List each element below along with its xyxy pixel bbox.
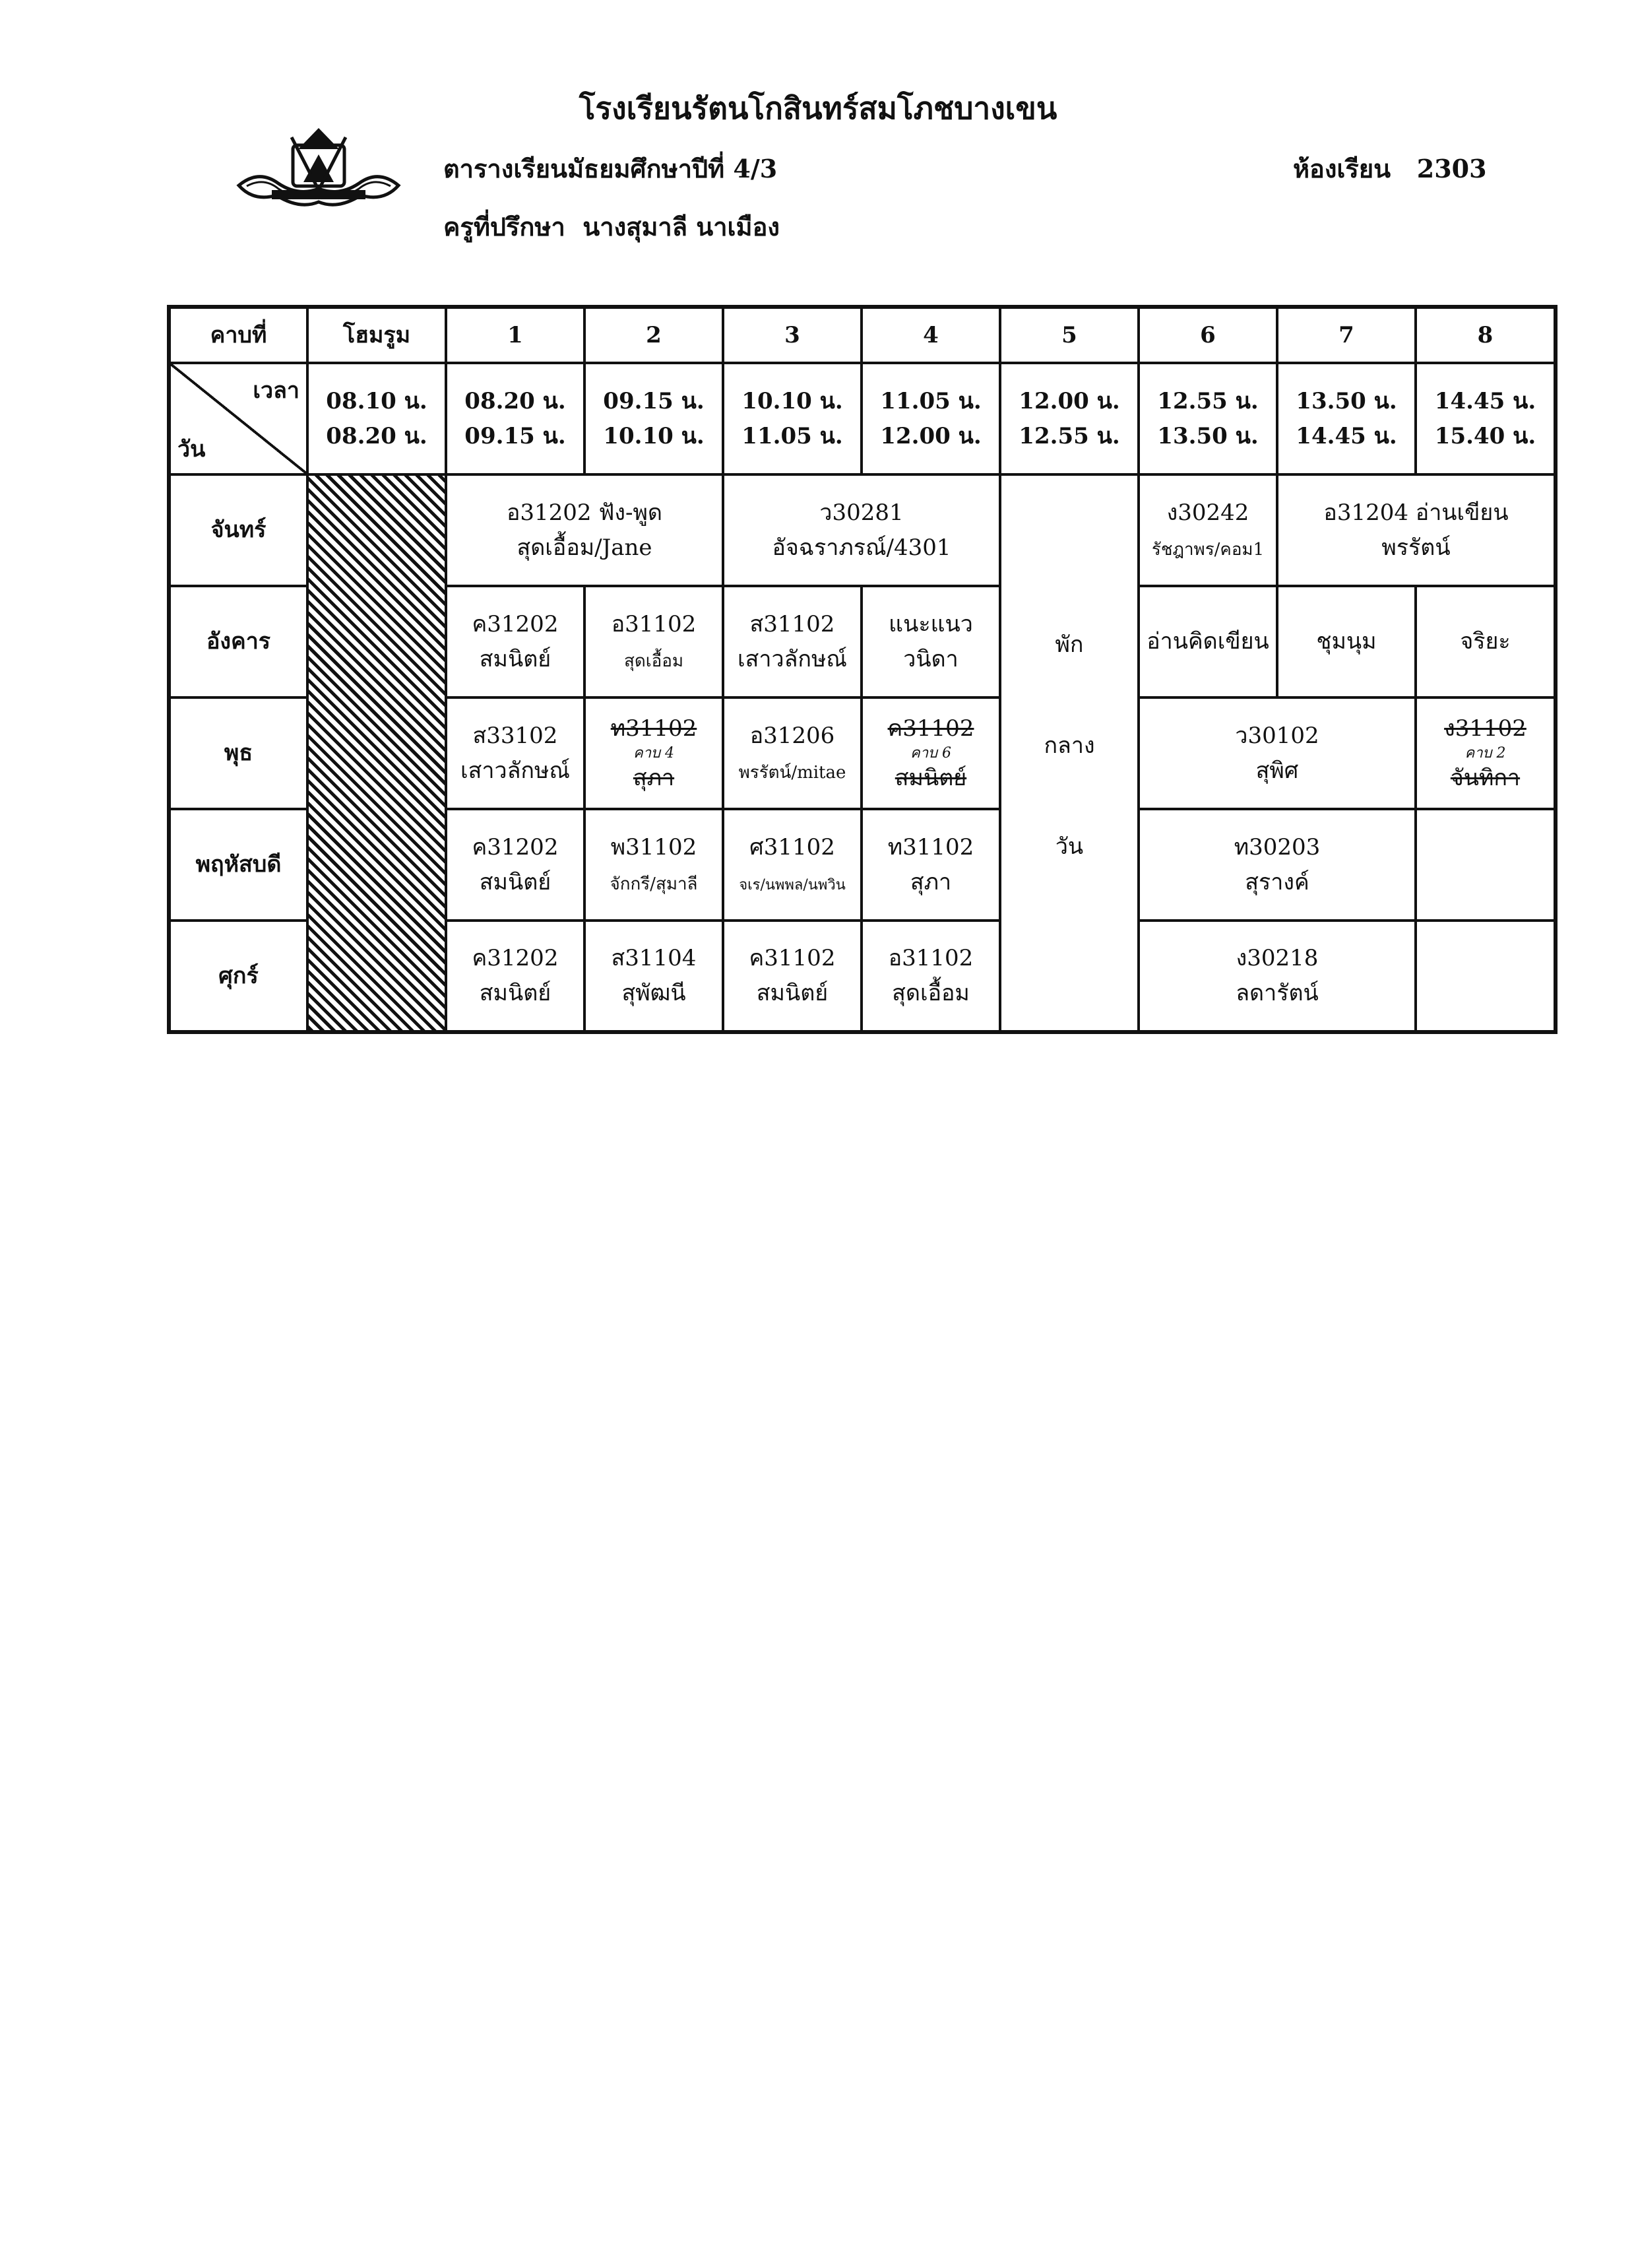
time-period-8: 14.45 น. 15.40 น.: [1416, 363, 1556, 474]
day-tuesday: อังคาร: [169, 586, 307, 697]
time-label: เวลา: [253, 377, 299, 405]
advisor-name: นางสุมาลี นาเมือง: [582, 212, 780, 242]
tue-p8: จริยะ: [1416, 586, 1556, 697]
mon-p7-8: อ31204 อ่านเขียน พรรัตน์: [1277, 474, 1556, 586]
day-wednesday: พุธ: [169, 697, 307, 809]
day-friday: ศุกร์: [169, 921, 307, 1032]
period-5: 5: [1000, 307, 1139, 363]
day-label: วัน: [177, 436, 206, 463]
thu-p8-empty: [1416, 809, 1556, 921]
thu-p1: ค31202 สมนิตย์: [446, 809, 584, 921]
timetable: [167, 305, 1557, 1034]
class-label: ตารางเรียนมัธยมศึกษาปีที่ 4/3: [443, 154, 778, 183]
advisor-label: ครูที่ปรึกษา นางสุมาลี นาเมือง: [443, 212, 780, 242]
fri-p6-7: ง30218 ลดารัตน์: [1139, 921, 1416, 1032]
lunch-break: พัก กลาง วัน: [1000, 474, 1139, 1032]
time-day-corner: [169, 363, 307, 474]
thu-p6-7: ท30203 สุรางค์: [1139, 809, 1416, 921]
day-thursday: พฤหัสบดี: [169, 809, 307, 921]
day-monday: จันทร์: [169, 474, 307, 586]
period-7: 7: [1277, 307, 1416, 363]
school-emblem-logo: [232, 123, 405, 214]
thu-p4: ท31102 สุภา: [862, 809, 1000, 921]
wed-p6-7: ว30102 สุพิศ: [1139, 697, 1416, 809]
wed-p1: ส33102 เสาวลักษณ์: [446, 697, 584, 809]
tue-p2: อ31102 สุดเอื้อม: [584, 586, 723, 697]
row-monday: [169, 474, 1556, 586]
thu-p2: พ31102 จักกรี/สุมาลี: [584, 809, 723, 921]
tue-p7: ชุมนุม: [1277, 586, 1416, 697]
wed-p2-crossed: ท31102 คาบ 4 สุภา: [584, 697, 723, 809]
period-1: 1: [446, 307, 584, 363]
fri-p2: ส31104 สุพัฒนี: [584, 921, 723, 1032]
time-period-1: 08.20 น. 09.15 น.: [446, 363, 584, 474]
school-name: โรงเรียนรัตนโกสินทร์สมโภชบางเขน: [579, 90, 1057, 126]
mon-p1-2: อ31202 ฟัง-พูด สุดเอื้อม/Jane: [446, 474, 723, 586]
time-period-7: 13.50 น. 14.45 น.: [1277, 363, 1416, 474]
period-header-row: [169, 307, 1556, 363]
time-period-6: 12.55 น. 13.50 น.: [1139, 363, 1277, 474]
period-4: 4: [862, 307, 1000, 363]
period-8: 8: [1416, 307, 1556, 363]
time-row: [169, 363, 1556, 474]
room-number: 2303: [1416, 154, 1487, 183]
time-period-4: 11.05 น. 12.00 น.: [862, 363, 1000, 474]
fri-p3: ค31102 สมนิตย์: [723, 921, 862, 1032]
wed-p4-crossed: ค31102 คาบ 6 สมนิตย์: [862, 697, 1000, 809]
mon-p3-4: ว30281 อัจฉราภรณ์/4301: [723, 474, 1000, 586]
homeroom-label: โฮมรูม: [307, 307, 446, 363]
period-6: 6: [1139, 307, 1277, 363]
homeroom-hatched: [307, 474, 446, 1032]
tue-p6: อ่านคิดเขียน: [1139, 586, 1277, 697]
room-label: ห้องเรียน 2303: [1293, 154, 1487, 183]
mon-p6: ง30242 รัชฎาพร/คอม1: [1139, 474, 1277, 586]
time-period-5: 12.00 น. 12.55 น.: [1000, 363, 1139, 474]
period-2: 2: [584, 307, 723, 363]
thu-p3: ศ31102 จเร/นพพล/นพวิน: [723, 809, 862, 921]
period-3: 3: [723, 307, 862, 363]
tue-p3: ส31102 เสาวลักษณ์: [723, 586, 862, 697]
time-period-2: 09.15 น. 10.10 น.: [584, 363, 723, 474]
time-period-3: 10.10 น. 11.05 น.: [723, 363, 862, 474]
tue-p4: แนะแนว วนิดา: [862, 586, 1000, 697]
fri-p4: อ31102 สุดเอื้อม: [862, 921, 1000, 1032]
period-label: คาบที่: [169, 307, 307, 363]
fri-p1: ค31202 สมนิตย์: [446, 921, 584, 1032]
wed-p8-crossed: ง31102 คาบ 2 จันทิกา: [1416, 697, 1556, 809]
fri-p8-empty: [1416, 921, 1556, 1032]
time-homeroom: 08.10 น. 08.20 น.: [307, 363, 446, 474]
wed-p3: อ31206 พรรัตน์/mitae: [723, 697, 862, 809]
tue-p1: ค31202 สมนิตย์: [446, 586, 584, 697]
